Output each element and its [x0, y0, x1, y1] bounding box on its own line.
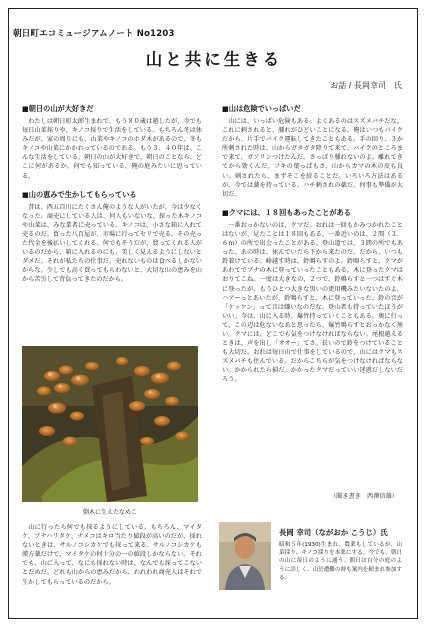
paragraph: わたしは朝日町太郎生まれで、もう８０歳は越したが、今でも毎日山菜採りや、キノコ採りで生活をしている。もちろん冬は休みだが、家の周りにも、山菜やキノコのホダ木があるので、冬もキノコや山菜にかかわっているのである。もう３、４０年は、こんな生活をしている。朝日の山が大好きで、朝日のことなら、どこに何があるか、何でも知っている。俺の庭みたいに思っている。: [22, 118, 202, 180]
section-heading: ■山の恵みで生かしてもらっている: [22, 189, 137, 199]
portrait-photo: [219, 522, 271, 590]
paragraph: 山に行ったら何でも採るようにしている。もちろん、マイタケ、ブナハリタケ、ナメコはキロ当たり値段が高いのだが、採れないときは、サルノコシカケでも採って来る。サルノコシカケも漢方薬だけで、マイタケの何十分の一の値段しかならない。それでも、山に入って、なにも採れない時は、なんでも採ってこないとだめだ。どれも山からの恵みだから、われわれ商売人はそれで生かしてもらっているのだから。: [22, 524, 202, 586]
nameko-photo: [22, 346, 198, 502]
photo-caption: 倒木に生えたなめこ: [82, 509, 137, 516]
paragraph: 昔は、西五百川にたくさん俺のような人がいたが、今は少なくなった。商売にしている人は、何人もいないな。採った木キノコや山菜は、みな業者に売っている。キノコは、小さな箱に入れて売るのだ。買った八百屋が、市場に行ってセリで売る。その売った代金を後払いしてくれる。何でもそうだが、買ってくれる人がいるのだから、箱に入れるのにも、美しく見えるようにしないとダメだ。それが私たちの仕事だ。売れないものは食べるしかないからな。少しでも高く買ってもらわないと、大切な山の恵みを山から苦労して背負ってきたのだから。: [22, 203, 202, 284]
section-heading: ■朝日の山が大好きだ: [22, 104, 94, 113]
page-title: 山と共に生きる: [145, 50, 283, 69]
profile-name: 長岡 幸司（ながおか こうじ）氏: [279, 528, 388, 537]
interview-credit: （聞き書き 西澤信雄）: [329, 493, 398, 500]
person-portrait-icon: [219, 522, 271, 590]
section-heading: ■クマには、１８回もあったことがある: [222, 207, 351, 217]
mushroom-illustration: [22, 346, 198, 502]
byline: お話 / 長岡幸司 氏: [330, 81, 402, 90]
section-heading: ■山は危険でいっぱいだ: [222, 104, 301, 113]
profile-bio: 昭和５年(1930)生まれ。農業もしているが、山菜採り、キノコ採りを本業にする。今でも、朝日の山に毎日のように通う。朝日は自分の庭のように詳しく、山岳遭難の時も案内を頼まれ参加する。: [279, 542, 402, 581]
right-column: [222, 104, 403, 385]
paragraph: 山には、いっぱい危険もある。よくあるのはスズメバチだな。これに刺されると、腫れがひどいことになる。俺はいつもバイクだから、片手でバイク運転してきたこともある。手の回り、３か所刺された時は、山からガタガタ降りて来て、バイクのところまで来て、ガソリンつけたんだ。さっぱり腫れないのよ。離れてきてから効くんだ。フキの葉っぱもさ、山からカマの木の皮も良い。刺されたら、まずそこを絞ることだ。いろいろ方法はあるが、今では薬を持っている。ハチ刺されの薬だ。何事も準備が大切だ。: [222, 118, 403, 198]
left-column-bottom: [22, 523, 202, 587]
paragraph: 一番おっかないのは、クマだ。おれは一回もかみつかれたことはないが、見たことは１８回もある。一番近いのは、２間（３．６ｍ）の所で出会ったことがある。登山道では、３間の所でもあった。あの時は、休んでいたら下から来たのだ。だから、いつも鈴着けている。峰越す時は、鈴鳴らすのよ。鈴鳴らすと、クマがあわてでブナの木に登っていったこともある。木に登ったクマはおりてこね。一度は大きなの、２つで、鈴鳴らすと一つはすぐ木に登ったが、もうひとつ大きな黒いの更用機みたいないたのよ。ハアーっとあいたが、鈴鳴らすと、木に登っていった。鈴の音が「ケッケン」って音は嫌いなのだな。登山者も持っていたほうがいい。今は、山に入る時、爆竹持っていくこともある。奥に行って、この辺は危ないなあと思ったら、爆竹鳴らすとおっかなく無い。クマには、どこでも気をつけなければならない。尾根越えるときは、声を出し「オオー」てさ。長いので鈴をつけていることも大切だ。おれは毎日山で仕事をしているので、山にはクマもスズメバチも住んでいる。だからこちらが気をつけなければならない。かかられたら損だ。かかったクマだっていい迷惑だしないだろう。: [222, 221, 403, 384]
left-column-top: [22, 104, 202, 285]
series-label: 朝日町エコミュージアムノート No1203: [13, 29, 175, 39]
